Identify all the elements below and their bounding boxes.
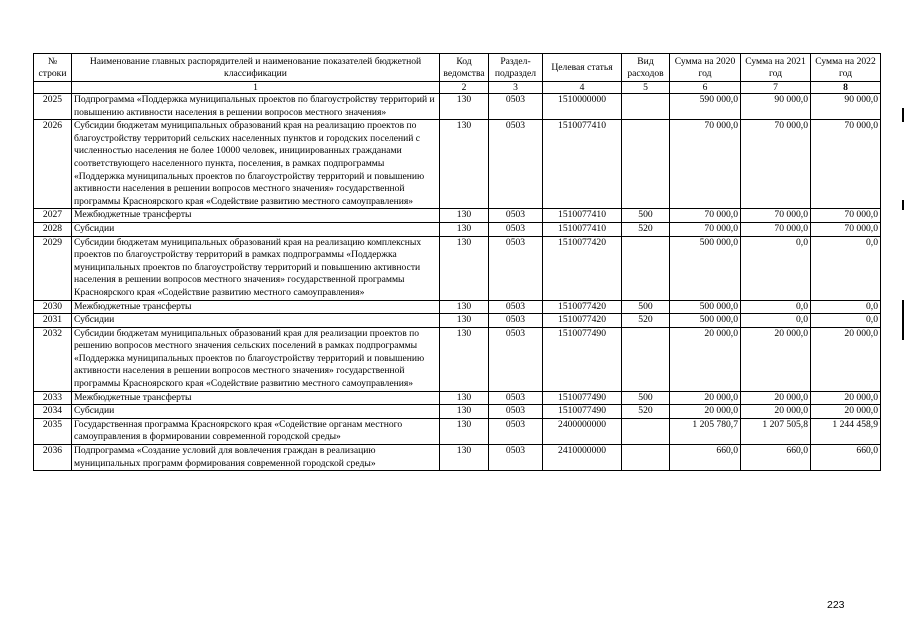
expense-type xyxy=(622,120,670,209)
row-name: Подпрограмма «Поддержка муниципальных проектов по благоустройству территорий и повышению активности населения в решении вопросов местного значения» xyxy=(72,94,440,120)
sum-2022: 20 000,0 xyxy=(811,327,881,391)
row-name: Субсидии бюджетам муниципальных образований края на реализацию комплексных проектов по благоустройству территорий в рамках подпрограммы «Поддержка муниципальных проектов по благоустройству территорий и повышению активности населения в решении вопросов местного значения» государственной программы Красноярского края «Содействие развитию местного самоуправления» xyxy=(72,236,440,300)
sum-2022: 0,0 xyxy=(811,314,881,328)
section-code: 0503 xyxy=(489,314,543,328)
row-number: 2034 xyxy=(34,405,72,419)
target-item: 2410000000 xyxy=(543,445,622,471)
header-row-number: № строки xyxy=(34,54,72,82)
header-section: Раздел-подраздел xyxy=(489,54,543,82)
sum-2022: 90 000,0 xyxy=(811,94,881,120)
row-number: 2028 xyxy=(34,222,72,236)
target-item: 1510077420 xyxy=(543,236,622,300)
sum-2020: 70 000,0 xyxy=(670,120,741,209)
column-number: 4 xyxy=(543,82,622,94)
sum-2021: 20 000,0 xyxy=(741,391,811,405)
table-row xyxy=(34,300,881,314)
target-item: 1510077410 xyxy=(543,209,622,223)
dept-code: 130 xyxy=(440,236,489,300)
section-code: 0503 xyxy=(489,445,543,471)
expense-type: 500 xyxy=(622,209,670,223)
binding-mark xyxy=(902,200,904,210)
section-code: 0503 xyxy=(489,405,543,419)
sum-2021: 70 000,0 xyxy=(741,209,811,223)
row-name: Субсидии бюджетам муниципальных образований края на реализацию проектов по благоустройству территорий сельских населенных пунктов и городских поселений с численностью населения не более 10000 человек, инициированных гражданами соответствующего населенного пункта, поселения, в рамках подпрограммы «Поддержка муниципальных проектов по благоустройству территорий и повышению активности населения в решении вопросов местного значения» государственной программы Красноярского края «Содействие развитию местного самоуправления» xyxy=(72,120,440,209)
sum-2022: 660,0 xyxy=(811,445,881,471)
expense-type: 500 xyxy=(622,300,670,314)
target-item: 1510077420 xyxy=(543,314,622,328)
sum-2020: 500 000,0 xyxy=(670,314,741,328)
column-number: 2 xyxy=(440,82,489,94)
page-number: 223 xyxy=(827,599,845,611)
expense-type: 500 xyxy=(622,391,670,405)
dept-code: 130 xyxy=(440,418,489,444)
expense-type: 520 xyxy=(622,314,670,328)
target-item: 1510077490 xyxy=(543,405,622,419)
row-number: 2030 xyxy=(34,300,72,314)
header-target-item: Целевая статья xyxy=(543,54,622,82)
target-item: 1510077410 xyxy=(543,222,622,236)
header-sum-2021: Сумма на 2021 год xyxy=(741,54,811,82)
expense-type xyxy=(622,418,670,444)
section-code: 0503 xyxy=(489,300,543,314)
table-row xyxy=(34,418,881,444)
expense-type: 520 xyxy=(622,222,670,236)
sum-2020: 590 000,0 xyxy=(670,94,741,120)
dept-code: 130 xyxy=(440,391,489,405)
sum-2021: 0,0 xyxy=(741,314,811,328)
sum-2021: 0,0 xyxy=(741,300,811,314)
sum-2021: 70 000,0 xyxy=(741,222,811,236)
sum-2022: 1 244 458,9 xyxy=(811,418,881,444)
table-row xyxy=(34,445,881,471)
header-name: Наименование главных распорядителей и наименование показателей бюджетной классификации xyxy=(72,54,440,82)
table-row xyxy=(34,236,881,300)
row-number: 2027 xyxy=(34,209,72,223)
dept-code: 130 xyxy=(440,120,489,209)
table-row xyxy=(34,120,881,209)
column-number xyxy=(34,82,72,94)
row-name: Подпрограмма «Создание условий для вовлечения граждан в реализацию муниципальных программ формирования современной городской среды» xyxy=(72,445,440,471)
dept-code: 130 xyxy=(440,209,489,223)
row-name: Субсидии xyxy=(72,222,440,236)
table-row xyxy=(34,327,881,391)
expense-type xyxy=(622,94,670,120)
section-code: 0503 xyxy=(489,94,543,120)
budget-table xyxy=(33,53,881,471)
dept-code: 130 xyxy=(440,405,489,419)
sum-2020: 70 000,0 xyxy=(670,222,741,236)
sum-2021: 20 000,0 xyxy=(741,327,811,391)
row-name: Межбюджетные трансферты xyxy=(72,300,440,314)
row-number: 2032 xyxy=(34,327,72,391)
sum-2022: 0,0 xyxy=(811,300,881,314)
row-number: 2036 xyxy=(34,445,72,471)
column-number: 3 xyxy=(489,82,543,94)
column-number: 5 xyxy=(622,82,670,94)
expense-type xyxy=(622,236,670,300)
row-name: Межбюджетные трансферты xyxy=(72,391,440,405)
sum-2020: 70 000,0 xyxy=(670,209,741,223)
binding-mark xyxy=(902,108,904,122)
sum-2022: 20 000,0 xyxy=(811,405,881,419)
row-name: Субсидии xyxy=(72,314,440,328)
section-code: 0503 xyxy=(489,418,543,444)
table-header-row xyxy=(34,54,881,82)
sum-2022: 0,0 xyxy=(811,236,881,300)
row-name: Государственная программа Красноярского края «Содействие органам местного самоуправления в формировании современной городской среды» xyxy=(72,418,440,444)
section-code: 0503 xyxy=(489,391,543,405)
table-row xyxy=(34,222,881,236)
row-number: 2035 xyxy=(34,418,72,444)
table-row xyxy=(34,94,881,120)
table-row xyxy=(34,314,881,328)
row-name: Субсидии xyxy=(72,405,440,419)
target-item: 1510077490 xyxy=(543,391,622,405)
row-number: 2033 xyxy=(34,391,72,405)
sum-2021: 1 207 505,8 xyxy=(741,418,811,444)
target-item: 1510077420 xyxy=(543,300,622,314)
sum-2021: 90 000,0 xyxy=(741,94,811,120)
target-item: 1510000000 xyxy=(543,94,622,120)
row-number: 2031 xyxy=(34,314,72,328)
expense-type xyxy=(622,445,670,471)
dept-code: 130 xyxy=(440,445,489,471)
section-code: 0503 xyxy=(489,222,543,236)
column-number: 1 xyxy=(72,82,440,94)
dept-code: 130 xyxy=(440,300,489,314)
row-number: 2026 xyxy=(34,120,72,209)
header-sum-2020: Сумма на 2020 год xyxy=(670,54,741,82)
header-sum-2022: Сумма на 2022 год xyxy=(811,54,881,82)
table-row xyxy=(34,391,881,405)
section-code: 0503 xyxy=(489,120,543,209)
sum-2020: 660,0 xyxy=(670,445,741,471)
column-number: 6 xyxy=(670,82,741,94)
sum-2022: 70 000,0 xyxy=(811,120,881,209)
sum-2020: 1 205 780,7 xyxy=(670,418,741,444)
sum-2020: 500 000,0 xyxy=(670,236,741,300)
sum-2020: 20 000,0 xyxy=(670,405,741,419)
header-dept-code: Код ведомства xyxy=(440,54,489,82)
expense-type xyxy=(622,327,670,391)
sum-2020: 500 000,0 xyxy=(670,300,741,314)
sum-2022: 20 000,0 xyxy=(811,391,881,405)
sum-2022: 70 000,0 xyxy=(811,222,881,236)
dept-code: 130 xyxy=(440,327,489,391)
sum-2021: 0,0 xyxy=(741,236,811,300)
row-number: 2029 xyxy=(34,236,72,300)
binding-mark xyxy=(902,300,904,340)
sum-2021: 70 000,0 xyxy=(741,120,811,209)
row-name: Субсидии бюджетам муниципальных образований края для реализации проектов по решению вопросов местного значения сельских поселений в рамках подпрограммы «Поддержка муниципальных проектов по благоустройству территорий и повышению активности населения в решении вопросов местного значения» государственной программы Красноярского края «Содействие развитию местного самоуправления» xyxy=(72,327,440,391)
section-code: 0503 xyxy=(489,209,543,223)
sum-2022: 70 000,0 xyxy=(811,209,881,223)
sum-2020: 20 000,0 xyxy=(670,391,741,405)
dept-code: 130 xyxy=(440,222,489,236)
row-name: Межбюджетные трансферты xyxy=(72,209,440,223)
expense-type: 520 xyxy=(622,405,670,419)
target-item: 1510077410 xyxy=(543,120,622,209)
header-expense-type: Вид расходов xyxy=(622,54,670,82)
section-code: 0503 xyxy=(489,236,543,300)
sum-2021: 20 000,0 xyxy=(741,405,811,419)
dept-code: 130 xyxy=(440,314,489,328)
column-number-row xyxy=(34,82,881,94)
column-number: 7 xyxy=(741,82,811,94)
table-row xyxy=(34,209,881,223)
dept-code: 130 xyxy=(440,94,489,120)
section-code: 0503 xyxy=(489,327,543,391)
column-number: 8 xyxy=(811,82,881,94)
sum-2020: 20 000,0 xyxy=(670,327,741,391)
row-number: 2025 xyxy=(34,94,72,120)
table-row xyxy=(34,405,881,419)
sum-2021: 660,0 xyxy=(741,445,811,471)
target-item: 1510077490 xyxy=(543,327,622,391)
target-item: 2400000000 xyxy=(543,418,622,444)
